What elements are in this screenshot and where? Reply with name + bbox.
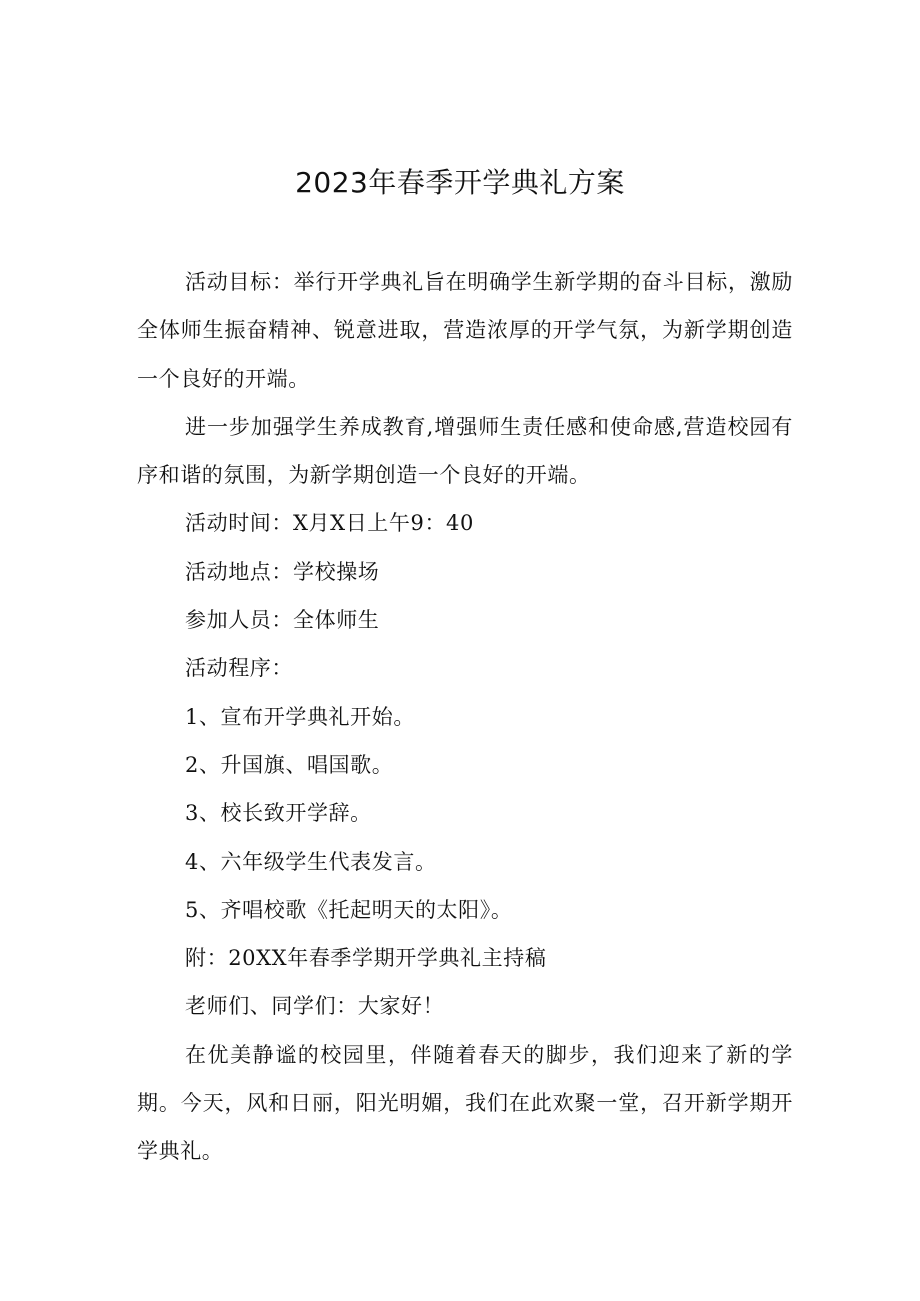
paragraph-opening: 在优美静谧的校园里，伴随着春天的脚步，我们迎来了新的学期。今天，风和日丽，阳光明媚，我们在此欢聚一堂，召开新学期开学典礼。 — [137, 1042, 793, 1164]
paragraph-education: 进一步加强学生养成教育,增强师生责任感和使命感,营造校园有序和谐的氛围，为新学期创造一个良好的开端。 — [137, 414, 793, 488]
paragraph-greeting: 老师们、同学们：大家好！ — [185, 994, 445, 1019]
program-item-1: 1、宣布开学典礼开始。 — [185, 704, 415, 729]
paragraph-appendix: 附：20XX年春季学期开学典礼主持稿 — [185, 946, 547, 971]
paragraph-activity-time: 活动时间：X月X日上午9：40 — [185, 511, 474, 536]
program-item-5: 5、齐唱校歌《托起明天的太阳》。 — [185, 897, 513, 922]
program-item-4: 4、六年级学生代表发言。 — [185, 849, 437, 874]
document-title: 2023年春季开学典礼方案 — [295, 166, 625, 199]
program-item-2: 2、升国旗、唱国歌。 — [185, 752, 394, 777]
paragraph-activity-location: 活动地点：学校操场 — [185, 559, 380, 584]
paragraph-program-heading: 活动程序： — [185, 656, 293, 681]
document-body — [137, 258, 793, 1176]
paragraph-activity-goal: 活动目标：举行开学典礼旨在明确学生新学期的奋斗目标，激励全体师生振奋精神、锐意进取，营造浓厚的开学气氛，为新学期创造一个良好的开端。 — [137, 270, 793, 391]
program-item-3: 3、校长致开学辞。 — [185, 801, 372, 826]
paragraph-participants: 参加人员：全体师生 — [185, 608, 380, 633]
